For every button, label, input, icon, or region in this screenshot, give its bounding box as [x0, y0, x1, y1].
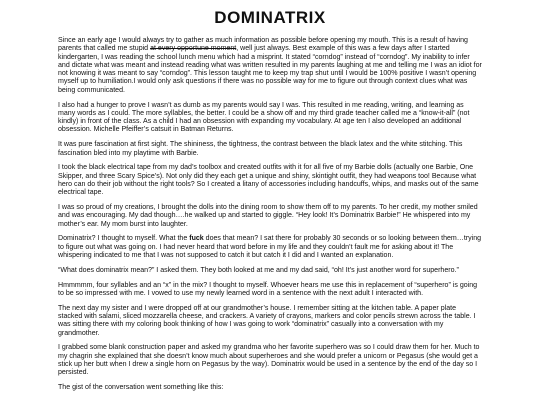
paragraph-9: The next day my sister and I were dropped off at our grandmother’s house. I remember sitting at the kitchen table. A paper plate stacked with salami, sliced mozzarella cheese, and crackers. A variety of crayons, markers and color pencils strewn across the table. I was sitting there with my coloring book thinking of how I was going to work “dominatrix” casually into a conversation with my grandmother. [58, 304, 476, 337]
bold-word: fuck [189, 235, 204, 243]
paragraph-6 [58, 235, 482, 260]
paragraph-6-start: Dominatrix? I thought to myself. What the [58, 235, 190, 243]
paragraph-1 [58, 37, 482, 95]
paragraph-5: I was so proud of my creations, I brought the dolls into the dining room to show them off to my parents. To her credit, my mother smiled and was encouraging. My dad though….he walked up and started to giggle. “Hey look! It’s Dominatrix Barbie!” He whispered into my mother’s ear. My mom burst into laughter. [58, 204, 478, 228]
paragraph-8: Hmmmmm, four syllables and an “x” in the mix? I thought to myself. Whoever hears me use this in replacement of “superhero” is going to be so impressed with me. I vowed to use my newly learned word in a sentence with the next adult I interacted with. [58, 281, 478, 297]
paragraph-7: “What does dominatrix mean?” I asked them. They both looked at me and my dad said, “oh! It’s just another word for superhero.” [58, 266, 459, 274]
paragraph-10: I grabbed some blank construction paper and asked my grandma who her favorite superhero was so I could draw them for her. Much to my chagrin she explained that she doesn’t know much about superheroes and she would prefer a unicorn or Pegasus (she would get a stick up her butt when I drew a single horn on Pegasus by the way). Dominatrix would be used in a sentence by the end of the day so I persisted. [58, 344, 480, 377]
paragraph-3: It was pure fascination at first sight. The shininess, the tightness, the contrast between the black latex and the white stitching. This fascination bled into my playtime with Barbie. [58, 141, 463, 157]
paragraph-1-start: Since an early age I would always try to gather as much information as possible before opening my mouth. This is a result of having parents that called me stupid [58, 37, 468, 53]
paragraph-1-end: , well just always. Best example of this was a few days after I started kindergarten, I was reading the school lunch menu which had a misprint. It stated “corndog” instead of “corndog”. My inability to infer and dictate what was meant and instead reading what was written resulted in my parents laughing at me and telling me I was an idiot for not knowing it was meant to say “corndog”. This lesson taught me to keep my trap shut until I would be 100% positive I wasn’t opening myself up to humiliation.I would only ask questions if there was no possible way for me to figure out through context clues what was being communicated. [58, 45, 482, 94]
paragraph-6-end: does that mean? I sat there for probably 30 seconds or so looking between them…trying to figure out what was going on. I had never heard that word before in my life and they couldn’t fault me for asking about it! The whispering indicated to me that I was not supposed to catch it but catch it I did and I wanted an explanation. [58, 235, 482, 260]
struck-text: at every opportune moment [150, 45, 237, 53]
paragraph-2: I also had a hunger to prove I wasn’t as dumb as my parents would say I was. This resulted in me reading, writing, and learning as many words as I could. The more syllables, the better. I could be a show off and my third grade teacher called me a “know-it-all” (not kindly) in front of the class. As a child I had an obsession with expanding my vocabulary. At age ten I also developed an additional obsession. Michelle Pfeiffer’s catsuit in Batman Returns. [58, 101, 470, 134]
paragraph-4: I took the black electrical tape from my dad’s toolbox and created outfits with it for all five of my Barbie dolls (actually one Barbie, One Skipper, and three Scary Spice’s). Not only did they each get a unique and shiny, skintight outfit, they had weapons too! Because what hero can do their job without the right tools? So I created a litany of accessories including handcuffs, whips, and masks out of the same electrical tape. [58, 164, 479, 197]
paragraph-11: The gist of the conversation went something like this: [58, 384, 224, 392]
page-title: DOMINATRIX [214, 8, 326, 27]
